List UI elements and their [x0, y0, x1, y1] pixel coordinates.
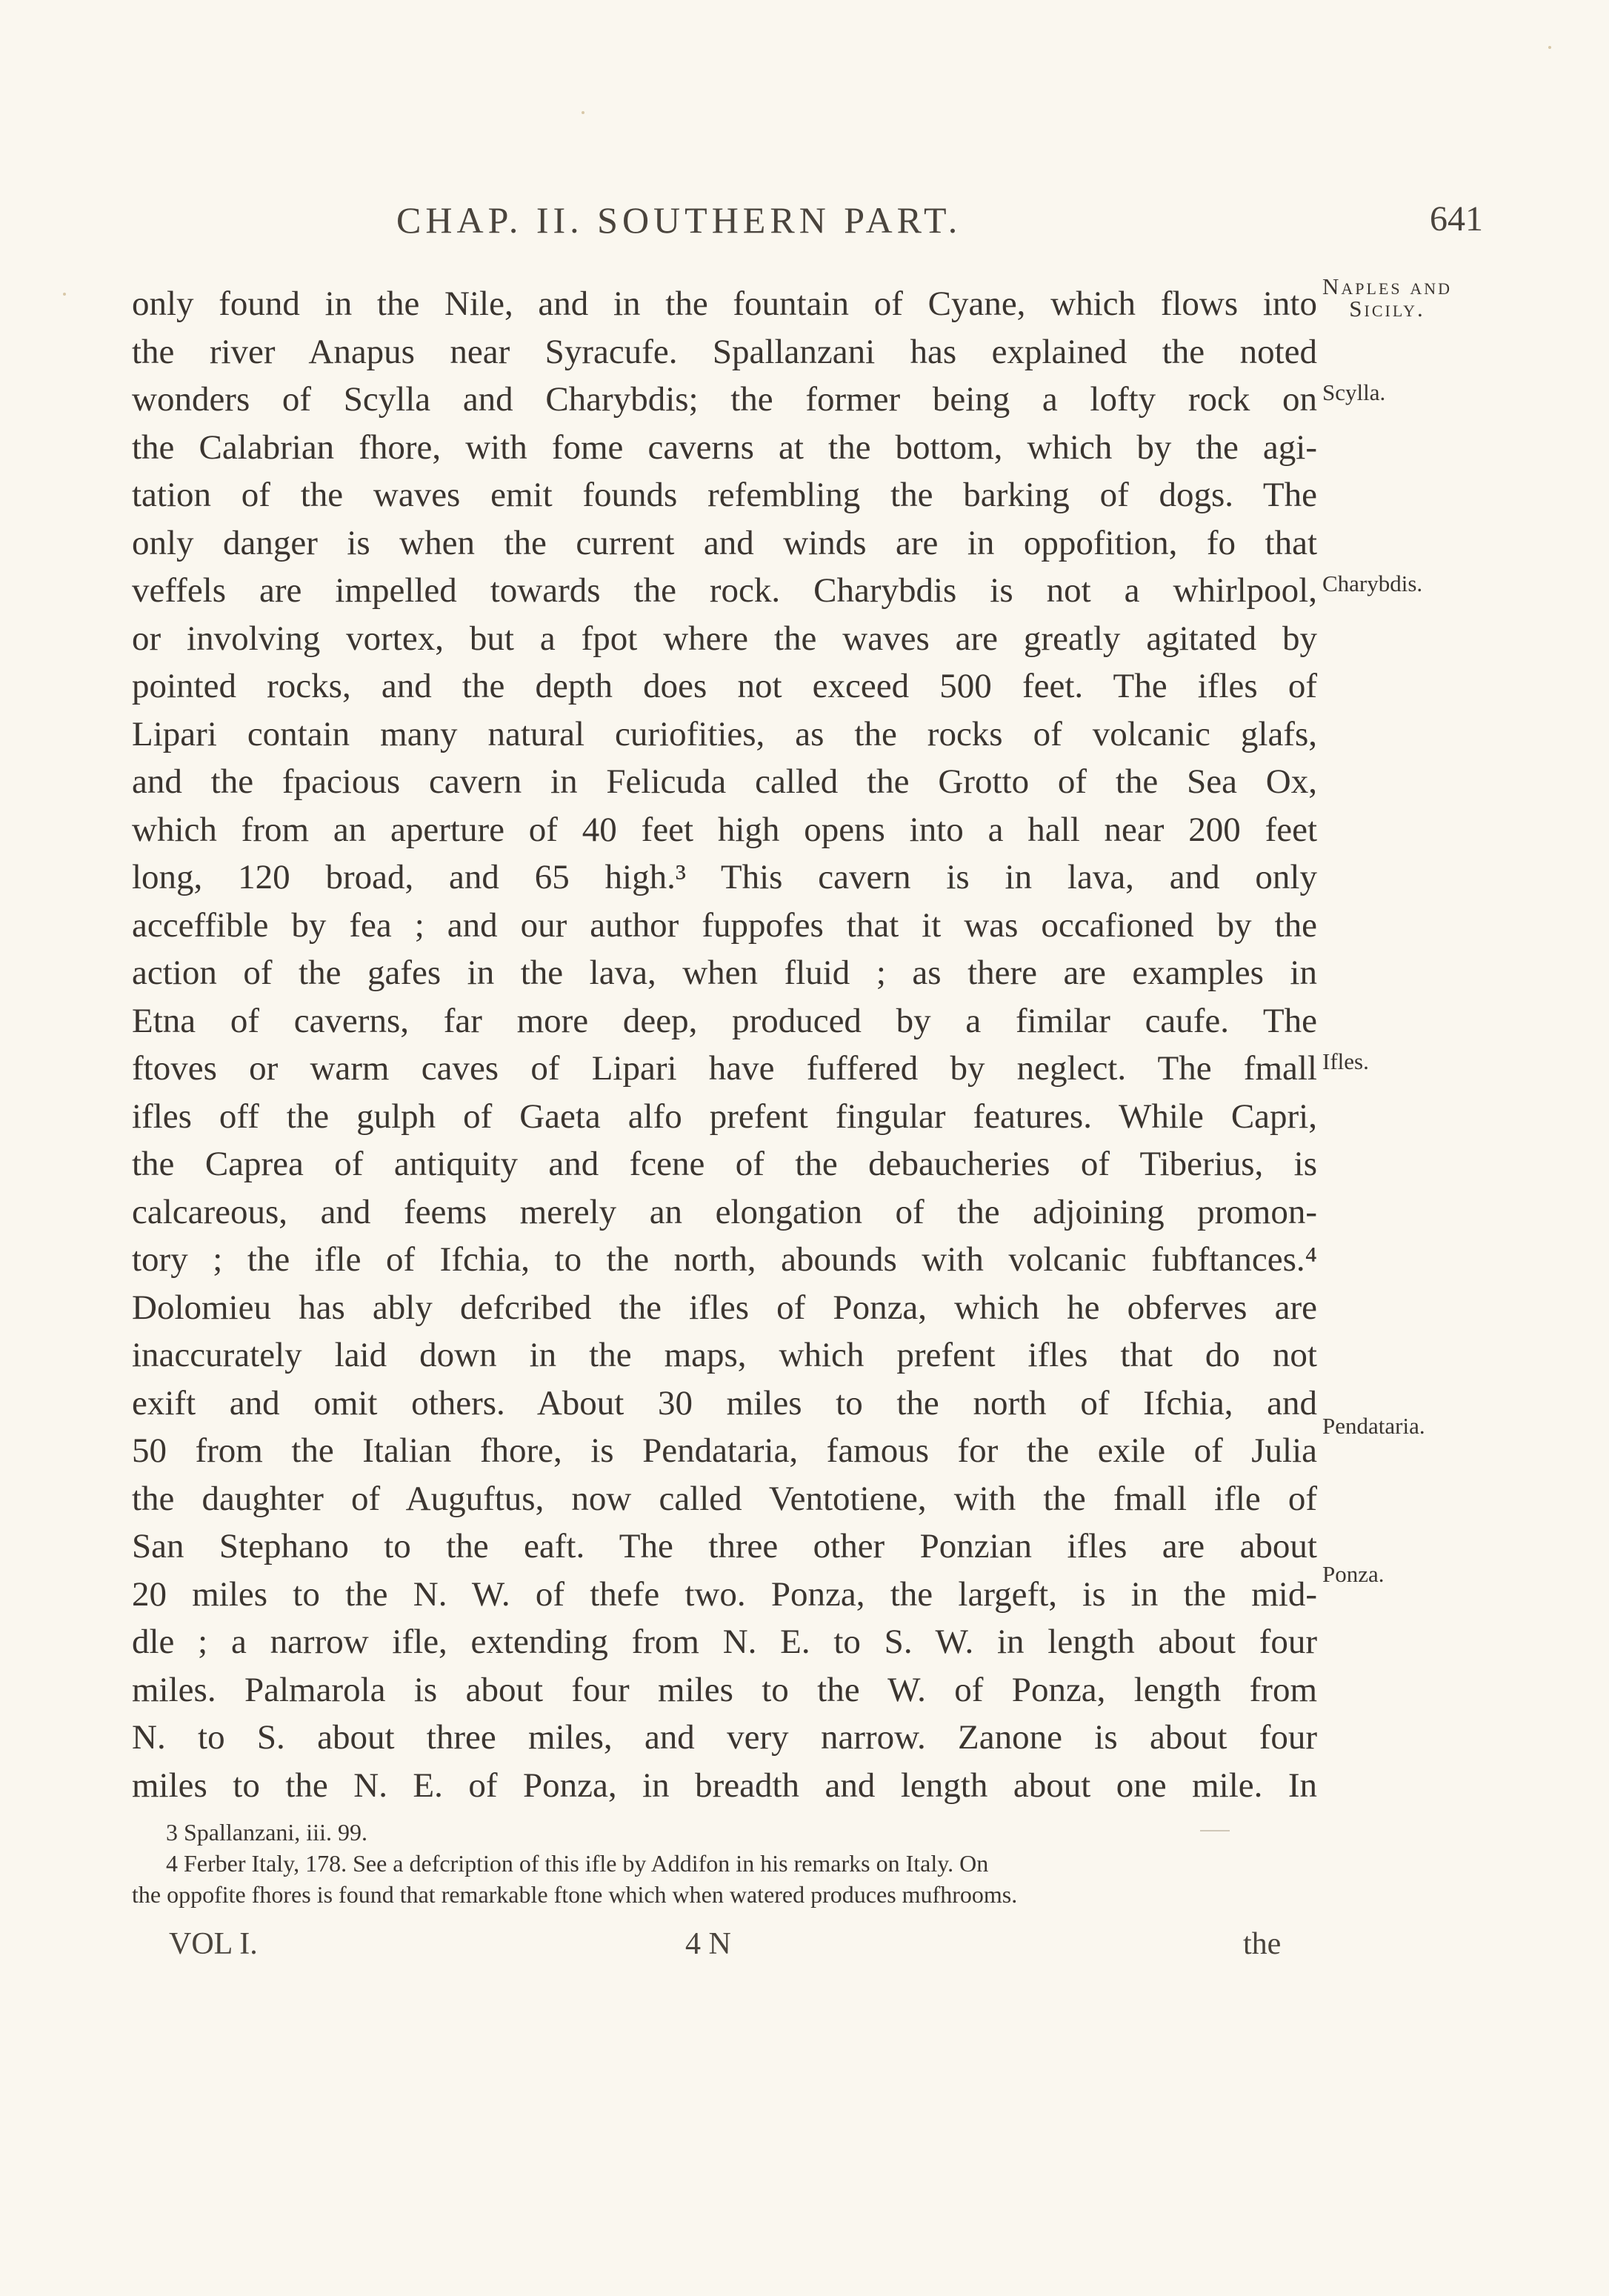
text-line: 20 miles to the N. W. of thefe two. Ponza, the largeft, is in the mid- — [132, 1574, 1317, 1614]
text-line: the daughter of Auguftus, now called Ventotiene, with the fmall ifle of — [132, 1479, 1317, 1518]
text-line: only found in the Nile, and in the fountain of Cyane, which flows into — [132, 284, 1317, 323]
body-text — [132, 280, 1317, 1809]
text-line: 50 from the Italian fhore, is Pendataria, famous for the exile of Julia — [132, 1431, 1317, 1470]
text-line: or involving vortex, but a fpot where the waves are greatly agitated by — [132, 619, 1317, 658]
margin-note-naples-line1: Naples and — [1322, 273, 1453, 299]
running-head: CHAP. II. SOUTHERN PART. — [396, 199, 962, 241]
text-line: miles to the N. E. of Ponza, in breadth and length about one mile. In — [132, 1766, 1317, 1805]
text-line: Etna of caverns, far more deep, produced by a fimilar caufe. The — [132, 1001, 1317, 1040]
margin-note-charybdis: Charybdis. — [1322, 570, 1423, 596]
text-line: the river Anapus near Syracufe. Spallanzani has explained the noted — [132, 332, 1317, 371]
text-line: pointed rocks, and the depth does not exceed 500 feet. The ifles of — [132, 667, 1317, 705]
footnote-4-continued: the oppofite fhores is found that remarkable ftone which when watered produces mufhrooms. — [132, 1881, 1018, 1908]
catchword: the — [1243, 1927, 1282, 1961]
margin-note-pendataria: Pendataria. — [1322, 1413, 1425, 1439]
margin-note-naples — [1322, 273, 1453, 322]
text-line: calcareous, and feems merely an elongation of the adjoining promon- — [132, 1192, 1317, 1231]
text-line: wonders of Scylla and Charybdis; the former being a lofty rock on — [132, 380, 1317, 419]
text-line: veffels are impelled towards the rock. Charybdis is not a whirlpool, — [132, 571, 1317, 610]
text-line: dle ; a narrow ifle, extending from N. E. to S. W. in length about four — [132, 1623, 1317, 1661]
text-line: exift and omit others. About 30 miles to the north of Ifchia, and — [132, 1383, 1317, 1422]
text-line: N. to S. about three miles, and very narrow. Zanone is about four — [132, 1718, 1317, 1757]
footnote-3: 3 Spallanzani, iii. 99. — [166, 1819, 367, 1846]
text-line: tory ; the ifle of Ifchia, to the north, abounds with volcanic fubftances.⁴ — [132, 1240, 1317, 1279]
volume-signature: VOL I. — [169, 1927, 258, 1961]
text-line: inaccurately laid down in the maps, which prefent ifles that do not — [132, 1336, 1317, 1374]
text-line: action of the gafes in the lava, when fluid ; as there are examples in — [132, 954, 1317, 992]
text-line: the Calabrian fhore, with fome caverns at the bottom, which by the agi- — [132, 427, 1317, 467]
margin-note-scylla: Scylla. — [1322, 379, 1386, 405]
paper-speck — [1548, 46, 1551, 49]
text-line: acceffible by fea ; and our author fuppofes that it was occafioned by the — [132, 905, 1317, 945]
text-line: Dolomieu has ably defcribed the ifles of Ponza, which he obferves are — [132, 1288, 1317, 1327]
text-line: miles. Palmarola is about four miles to the W. of Ponza, length from — [132, 1670, 1317, 1709]
text-line: the Caprea of antiquity and fcene of the debaucheries of Tiberius, is — [132, 1145, 1317, 1183]
margin-note-isles: Ifles. — [1322, 1048, 1369, 1074]
text-line: ftoves or warm caves of Lipari have fuffered by neglect. The fmall — [132, 1049, 1317, 1088]
footnote-4: 4 Ferber Italy, 178. See a defcription of this ifle by Addifon in his remarks on Italy. On — [166, 1850, 989, 1877]
paper-speck — [582, 111, 584, 114]
text-line: long, 120 broad, and 65 high.³ This cavern is in lava, and only — [132, 858, 1317, 896]
margin-note-naples-line2: Sicily. — [1349, 296, 1425, 322]
text-line: San Stephano to the eaft. The three other Ponzian ifles are about — [132, 1527, 1317, 1565]
paper-speck — [63, 293, 66, 296]
signature-mark: 4 N — [685, 1927, 731, 1961]
page-number: 641 — [1430, 199, 1483, 239]
text-line: tation of the waves emit founds refembling the barking of dogs. The — [132, 476, 1317, 514]
text-line: which from an aperture of 40 feet high opens into a hall near 200 feet — [132, 810, 1317, 849]
text-line: only danger is when the current and winds are in oppofition, fo that — [132, 523, 1317, 562]
footnotes — [132, 1817, 1295, 1910]
text-line: Lipari contain many natural curiofities, as the rocks of volcanic glafs, — [132, 714, 1317, 753]
text-line: ifles off the gulph of Gaeta alfo prefent fingular features. While Capri, — [132, 1097, 1317, 1136]
text-line: and the fpacious cavern in Felicuda called the Grotto of the Sea Ox, — [132, 762, 1317, 801]
margin-note-ponza: Ponza. — [1322, 1561, 1385, 1587]
